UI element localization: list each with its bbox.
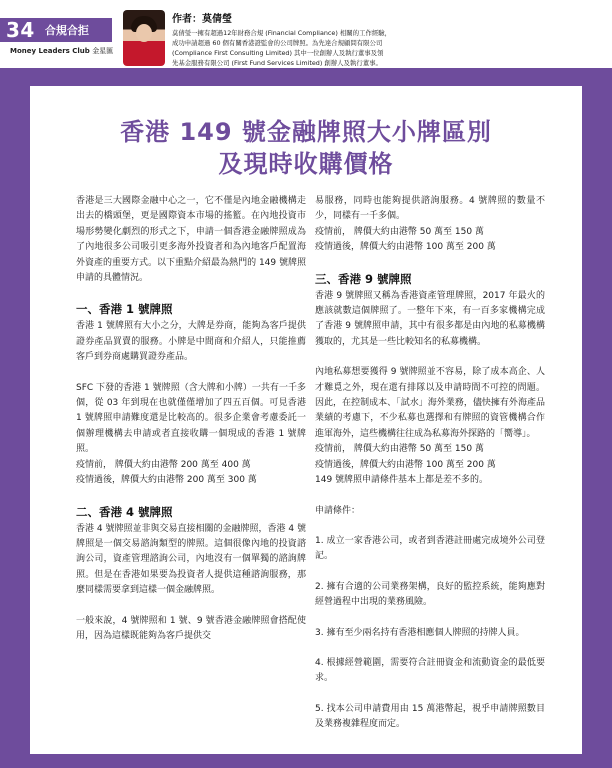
requirement-item: 5. 找本公司申請費用由 15 萬港幣起，視乎申請牌照數目及業務複雜程度而定。 bbox=[315, 703, 545, 730]
left-column bbox=[76, 194, 306, 644]
license-9-price-after: 疫情過後，牌價大約由港幣 100 萬至 200 萬 bbox=[315, 459, 496, 470]
license-conditions-note: 149 號牌照申請條件基本上都是差不多的。 bbox=[315, 475, 489, 486]
title-line-1: 香港 149 號金融牌照大小牌區別 bbox=[120, 118, 492, 146]
club-name-en: Money Leaders Club bbox=[10, 47, 90, 55]
intro-paragraph: 香港是三大國際金融中心之一，它不僅是內地金融機構走出去的橋頭堡，更是國際資本市場的搖籃。在內地投資市場形勢變化劇烈的形式之下，申請一個香港金融牌照成為了內地很多公司吸引更多海外投資者和為內地客戶配置海外資產的重要方式。以下重點介紹最為熱門的 149 號牌照申請的具體情況。 bbox=[76, 196, 306, 284]
license-4-continued: 易服務，同時也能夠提供諮詢服務。4 號牌照的數量不少，同樣有一千多個。 bbox=[315, 196, 545, 222]
license-4-price-after: 疫情過後，牌價大約由港幣 100 萬至 200 萬 bbox=[315, 242, 496, 253]
license-1-price-after: 疫情過後，牌價大約由港幣 200 萬至 300 萬 bbox=[76, 475, 257, 486]
license-9-paragraph-2: 內地私募想要獲得 9 號牌照並不容易，除了成本高企、人才難覓之外，現在還有排隊以及申請時間不可控的問題。因此，在控制成本、「試水」海外業務，儘快擁有外海產品業績的考慮下，不少私募也選擇和有牌照的資管機構合作進軍海外，這些機構往往成為私募海外探路的「嚮導」。 bbox=[315, 367, 545, 439]
page-header bbox=[0, 0, 612, 68]
license-9-paragraph: 香港 9 號牌照又稱為香港資產管理牌照，2017 年最火的應該就數這個牌照了。一整年下來，有一百多家機構完成了香港 9 號牌照申請，其中有很多都是由內地的私募機構獲取的，尤其是一些比較知名的私募機構。 bbox=[315, 290, 545, 347]
requirements-title: 申請條件： bbox=[315, 505, 361, 516]
requirement-item: 1. 成立一家香港公司，或者到香港註冊處完成境外公司登記。 bbox=[315, 535, 545, 562]
title-line-2: 及現時收購價格 bbox=[218, 150, 394, 178]
license-1-paragraph: 香港 1 號牌照有大小之分，大牌是券商，能夠為客戶提供證券產品買賣的服務。小牌是中間商和介紹人，只能推薦客戶到券商處購買證券產品。 bbox=[76, 321, 306, 363]
license-1-price-before: 疫情前， 牌價大約由港幣 200 萬至 400 萬 bbox=[76, 459, 251, 470]
page-number: 34 bbox=[6, 18, 35, 42]
license-9-price-before: 疫情前， 牌價大約由港幣 50 萬至 150 萬 bbox=[315, 444, 484, 455]
article-sheet bbox=[30, 86, 582, 754]
author-block bbox=[172, 10, 602, 68]
heading-license-1: 一、香港 1 號牌照 bbox=[76, 302, 173, 317]
requirement-item: 4. 根據經營範圍，需要符合註冊資金和流動資金的最低要求。 bbox=[315, 657, 545, 684]
club-name-cn: 金星匯 bbox=[92, 47, 114, 55]
section-name: 合規合拒 bbox=[44, 24, 89, 37]
article-title bbox=[30, 116, 582, 180]
club-name bbox=[10, 46, 113, 56]
license-1-sfc-paragraph: SFC 下發的香港 1 號牌照（含大牌和小牌）一共有一千多個，從 03 年到現在也就僅僅增加了四五百個。可見香港 1 號牌照申請難度還是比較高的。很多企業會考慮委託一個辦理機構去申請或者直接收購一個現成的香港 1 號牌照。 bbox=[76, 382, 306, 455]
requirement-item: 2. 擁有合適的公司業務架構，良好的監控系統，能夠應對經營過程中出現的業務風險。 bbox=[315, 581, 545, 608]
license-4-paragraph: 香港 4 號牌照並非與交易直接相關的金融牌照，香港 4 號牌照是一個交易諮詢類型的牌照。這個很像內地的投資諮詢公司，資產管理諮詢公司，內地沒有一個單獨的諮詢牌照。但是在香港如果要為投資者人提供這種諮詢服務，那麼同樣需要拿到這樣一個金融牌照。 bbox=[76, 523, 306, 596]
license-4-price-before: 疫情前， 牌價大約由港幣 50 萬至 150 萬 bbox=[315, 226, 484, 237]
author-photo bbox=[123, 10, 165, 66]
license-4-paragraph-2: 一般來說，4 號牌照和 1 號、9 號香港金融牌照會搭配使用，因為這樣既能夠為客戶提供交 bbox=[76, 615, 306, 641]
page-number-bar bbox=[0, 18, 112, 42]
heading-license-9: 三、香港 9 號牌照 bbox=[315, 271, 412, 286]
author-name: 作者：莫倩瑩 bbox=[172, 14, 232, 25]
requirement-item: 3. 擁有至少兩名持有香港相應個人牌照的持牌人員。 bbox=[315, 627, 525, 638]
heading-license-4: 二、香港 4 號牌照 bbox=[76, 504, 173, 519]
author-bio: 莫倩瑩一擁有超過12年財務合規 (Financial Compliance) 相關的工作經驗， 成功申請超過 60 個有關香港證監會的公司牌照。為先達合規顧問有限公司 (Compliance First Consulting Limited) 其中一位創辦人及執行董事及領 先基金服務有限公司 (First Fund Services Limited) 創辦人及執行董事。 bbox=[172, 29, 392, 67]
right-column bbox=[315, 194, 545, 748]
